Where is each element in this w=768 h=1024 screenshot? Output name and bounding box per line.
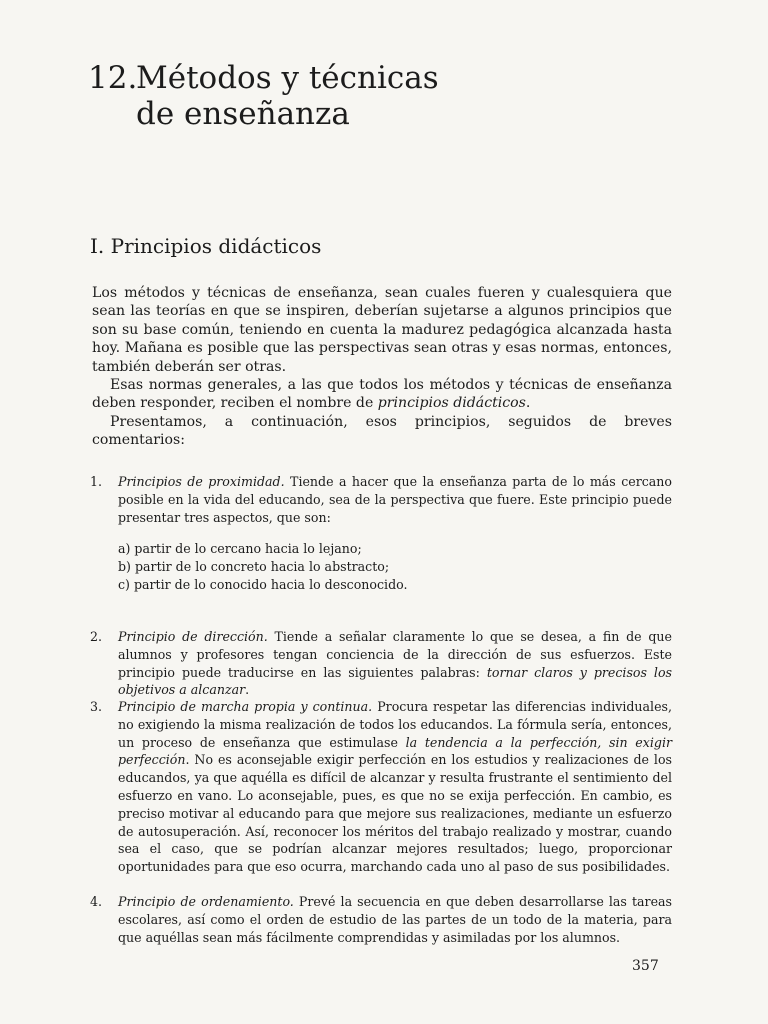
principle-paragraph-1 <box>90 473 672 526</box>
sublist-item-c: c) partir de lo conocido hacia lo desconocido. <box>118 576 408 592</box>
principle-name: Principio de dirección. <box>118 629 268 644</box>
principle-text: Prevé la secuencia en que deben desarrollarse las tareas escolares, así como el orden de estudio de las partes de un todo de la materia, para que aquéllas sean más fácilmente comprendidas y asimiladas por los alumnos. <box>118 894 672 945</box>
intro-paragraph-3: Presentamos, a continuación, esos principios, seguidos de breves comentarios: <box>92 413 672 449</box>
principle-end: . No es aconsejable exigir perfección en los estudios y realizaciones de los educandos, ya que aquélla es difícil de alcanzar y resulta frustrante el sentimiento del esfuerzo en vano. Lo aconsejable, pues, es que no se exija perfección. En cambio, es preciso motivar al educando para que mejore sus realizaciones, mediante un esfuerzo de autosuperación. Así, reconocer los méritos del trabajo realizado y mostrar, cuando sea el caso, que se podrían alcanzar mejores resultados; luego, proporcionar oportunidades para que eso ocurra, marchando cada uno al paso de sus posibilidades. <box>118 752 672 875</box>
chapter-title-line1: Métodos y técnicas <box>136 60 439 96</box>
principle-text: Tiende a hacer que la enseñanza parta de lo más cercano posible en la vida del educando, sea de la perspectiva que fuere. Este principio puede presentar tres aspectos, que son: <box>118 474 672 525</box>
chapter-title-line2: de enseñanza <box>136 96 350 132</box>
sublist-item-a: a) partir de lo cercano hacia lo lejano; <box>118 541 362 557</box>
intro-text <box>92 284 672 450</box>
intro-paragraph-2-end: . <box>525 395 531 412</box>
principle-item-2 <box>90 628 672 699</box>
principle-end: . <box>245 682 250 698</box>
chapter-title <box>88 60 439 132</box>
section-title: I. Principios didácticos <box>90 234 322 258</box>
principle-item-4 <box>90 893 672 946</box>
intro-paragraph-1: Los métodos y técnicas de enseñanza, sean cuales fueren y cualesquiera que sean las teorías en que se inspiren, deberían sujetarse a algunos principios que son su base común, teniendo en cuenta la madurez pedagógica alcanzada hasta hoy. Mañana es posible que las perspectivas sean otras y esas normas, entonces, también deberán ser otras. <box>92 285 672 375</box>
principle-name: Principio de marcha propia y continua. <box>118 699 373 714</box>
principle-number: 3. <box>90 699 103 714</box>
principle-number: 1. <box>90 474 103 489</box>
page-number: 357 <box>632 958 659 974</box>
principle-paragraph-3 <box>90 698 672 876</box>
principle-item-1 <box>90 473 672 594</box>
intro-paragraph-2-text: Esas normas generales, a las que todos los métodos y técnicas de enseñanza deben responder, reciben el nombre de <box>92 377 672 412</box>
intro-paragraph-2-italic: principios didácticos <box>377 395 526 412</box>
chapter-number: 12. <box>88 60 138 96</box>
principle-italic: la tendencia a la perfección, sin exigir perfección <box>118 734 672 768</box>
sublist-item-b: b) partir de lo concreto hacia lo abstracto; <box>118 559 390 575</box>
principle-paragraph-2 <box>90 628 672 699</box>
principle-sublist <box>118 540 672 593</box>
principle-paragraph-4 <box>90 893 672 946</box>
principle-italic: tornar claros y precisos los objetivos a alcanzar <box>118 664 672 698</box>
intro-paragraph-2 <box>92 376 672 413</box>
principle-number: 4. <box>90 894 103 909</box>
principle-item-3 <box>90 698 672 876</box>
principle-name: Principio de ordenamiento. <box>118 894 294 909</box>
principle-text: Tiende a señalar claramente lo que se desea, a fin de que alumnos y profesores tengan conciencia de la dirección de sus esfuerzos. Este principio puede traducirse en las siguientes palabras: <box>118 629 672 680</box>
principle-name: Principios de proximidad. <box>118 474 285 489</box>
principle-number: 2. <box>90 629 103 644</box>
principle-text: Procura respetar las diferencias individuales, no exigiendo la misma realización de todos los educandos. La fórmula sería, entonces, un proceso de enseñanza que estimulase <box>118 699 672 750</box>
